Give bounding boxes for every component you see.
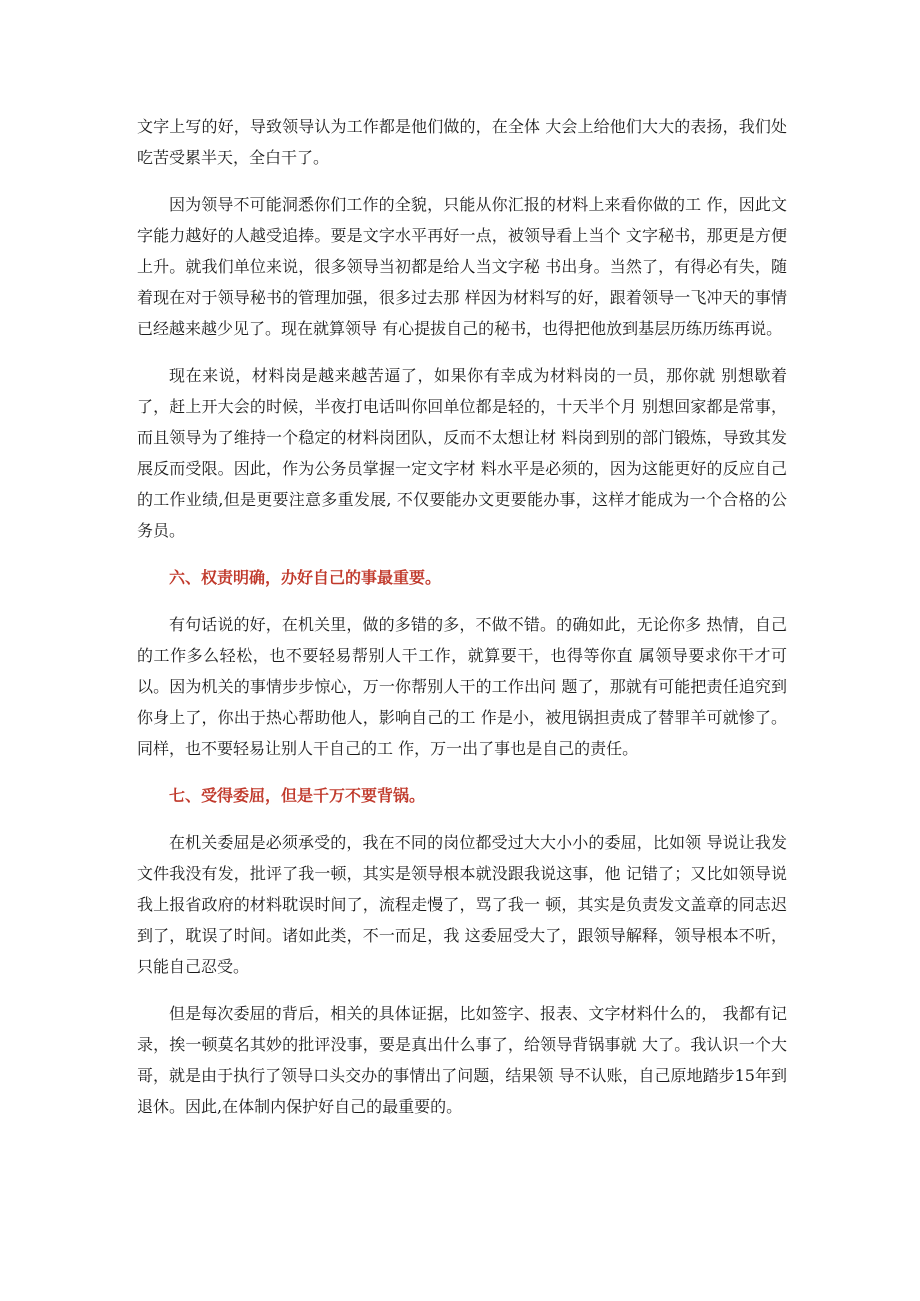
paragraph: 现在来说，材料岗是越来越苦逼了，如果你有幸成为材料岗的一员，那你就 别想歇着了，赶上开大会的时候，半夜打电话叫你回单位都是轻的，十天半个月 别想回家都是常事，而且领导为了维持一个稳定的材料岗团队，反而不太想让材 料岗到别的部门锻炼，导致其发展反而受限。因此，作为公务员掌握一定文字材 料水平是必须的，因为这能更好的反应自己的工作业绩,但是更要注意多重发展, 不仅要能办文更要能办事，这样才能成为一个合格的公务员。 (137, 366, 787, 540)
paragraph: 文字上写的好，导致领导认为工作都是他们做的，在全体 大会上给他们大大的表扬，我们处吃苦受累半天，全白干了。 (137, 117, 787, 167)
paragraph: 有句话说的好，在机关里，做的多错的多，不做不错。的确如此，无论你多 热情，自己的工作多么轻松，也不要轻易帮别人干工作，就算要干，也得等你直 属领导要求你干才可以。因为机关的事情步步惊心，万一你帮别人干的工作出问 题了，那就有可能把责任追究到你身上了，你出于热心帮助他人，影响自己的工 作是小，被甩锅担责成了替罪羊可就惨了。同样，也不要轻易让别人干自己的工 作，万一出了事也是自己的责任。 (137, 615, 787, 758)
paragraph: 但是每次委屈的背后，相关的具体证据，比如签字、报表、文字材料什么的， 我都有记录，挨一顿莫名其妙的批评没事，要是真出什么事了，给领导背锅事就 大了。我认识一个大哥，就是由于执行了领导口头交办的事情出了问题，结果领 导不认账，自己原地踏步15年到退休。因此,在体制内保护好自己的最重要的。 (137, 1004, 787, 1116)
section-heading-7: 七、受得委屈，但是千万不要背锅。 (169, 786, 426, 805)
section-heading-6: 六、权责明确，办好自己的事最重要。 (169, 568, 442, 587)
document-body (137, 111, 787, 1138)
paragraph: 在机关委屈是必须承受的，我在不同的岗位都受过大大小小的委屈，比如领 导说让我发文件我没有发，批评了我一顿，其实是领导根本就没跟我说这事，他 记错了；又比如领导说我上报省政府的材料耽误时间了，流程走慢了，骂了我一 顿，其实是负责发文盖章的同志迟到了，耽误了时间。诸如此类，不一而足，我 这委屈受大了，跟领导解释，领导根本不听，只能自己忍受。 (137, 833, 787, 976)
paragraph: 因为领导不可能洞悉你们工作的全貌，只能从你汇报的材料上来看你做的工 作，因此文字能力越好的人越受追捧。要是文字水平再好一点，被领导看上当个 文字秘书，那更是方便上升。就我们单位来说，很多领导当初都是给人当文字秘 书出身。当然了，有得必有失，随着现在对于领导秘书的管理加强，很多过去那 样因为材料写的好，跟着领导一飞冲天的事情已经越来越少见了。现在就算领导 有心提拔自己的秘书，也得把他放到基层历练历练再说。 (137, 195, 787, 338)
